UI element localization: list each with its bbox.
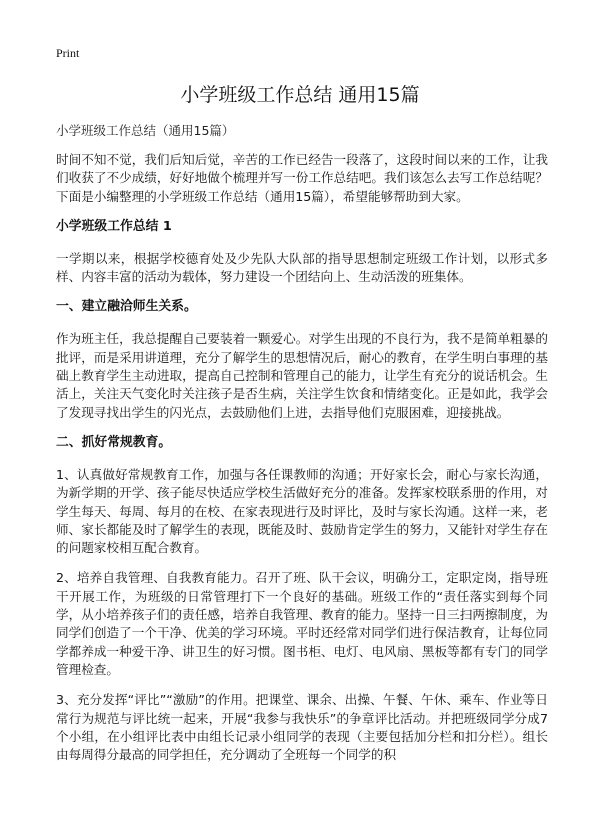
- heading-teacher-student-relationship: 一、建立融洽师生关系。: [56, 299, 197, 315]
- document-subtitle: 小学班级工作总结（通用15篇）: [56, 123, 235, 138]
- paragraph-teacher-student-relationship: 作为班主任，我总提醒自己要装着一颗爱心。对学生出现的不良行为，我不是简单粗暴的批评，而是采用讲道理，充分了解学生的思想情况后，耐心的教育，在学生明白事理的基础上教育学生主动进取，提高自己控制和管理自己的能力，让学生有充分的说话机会。生活上，关注天气变化时关注孩子是否生病，关注学生饮食和情绪变化。正是如此，我学会了发现寻找出学生的闪光点，去鼓励他们上进，去指导他们克服困难，迎接挑战。: [56, 331, 548, 420]
- document-body: [56, 151, 548, 776]
- print-link[interactable]: Print: [56, 46, 80, 60]
- page-title: 小学班级工作总结 通用15篇: [180, 84, 420, 106]
- paragraph-routine-education-2: 2、培养自我管理、自我教育能力。召开了班、队干会议，明确分工，定职定岗，指导班干开展工作，为班级的日常管理打下一个良好的基础。班级工作的“责任落实到每个同学，从小培养孩子们的责任感，培养自我管理、教育的能力。坚持一日三扫两擦制度，为同学们创造了一个干净、优美的学习环境。平时还经常对同学们进行保洁教育，让每位同学都养成一种爱干净、讲卫生的好习惯。图书柜、电灯、电风扇、黑板等都有专门的同学管理检查。: [56, 570, 548, 677]
- section-title: 小学班级工作总结 1: [56, 218, 172, 234]
- paragraph-routine-education-3: 3、充分发挥“评比”“激励”的作用。把课堂、课余、出操、午餐、午休、乘车、作业等日常行为规范与评比统一起来，开展“我参与我快乐”的争章评比活动。并把班级同学分成7个小组，在小组评比表中由组长记录小组同学的表现（主要包括加分栏和扣分栏）。组长由每周得分最高的同学担任，充分调动了全班每一个同学的积: [56, 692, 548, 763]
- section-intro-paragraph: 一学期以来，根据学校德育处及少先队大队部的指导思想制定班级工作计划，以形式多样、内容丰富的活动为载体，努力建设一个团结向上、生动活泼的班集体。: [56, 250, 548, 285]
- intro-paragraph: 时间不知不觉，我们后知后觉，辛苦的工作已经告一段落了，这段时间以来的工作，让我们收获了不少成绩，好好地做个梳理并写一份工作总结吧。我们该怎么去写工作总结呢？下面是小编整理的小学班级工作总结（通用15篇），希望能够帮助到大家。: [56, 152, 548, 204]
- paragraph-routine-education-1: 1、认真做好常规教育工作，加强与各任课教师的沟通；开好家长会，耐心与家长沟通，为新学期的开学、孩子能尽快适应学校生活做好充分的准备。发挥家校联系册的作用，对学生每天、每周、每月的在校、在家表现进行及时评比，及时与家长沟通。这样一来，老师、家长都能及时了解学生的表现，既能及时、鼓励肯定学生的努力，又能针对学生存在的问题家校相互配合教育。: [56, 466, 548, 556]
- heading-routine-education: 二、抓好常规教育。: [56, 434, 172, 450]
